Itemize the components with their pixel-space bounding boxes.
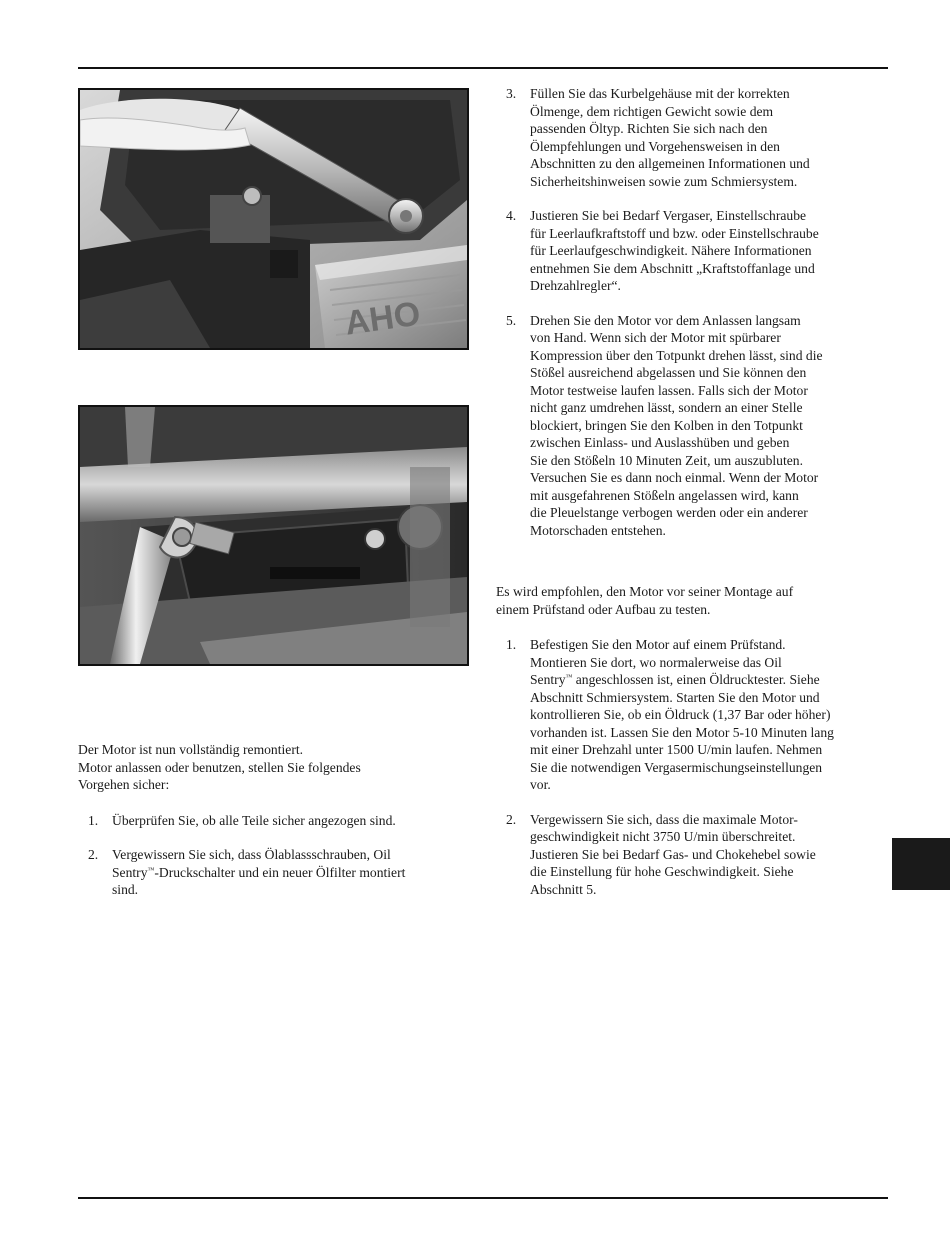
step-text-line: Sentry xyxy=(530,672,566,687)
step-text-line: entnehmen Sie dem Abschnitt „Kraftstoffanlage und xyxy=(530,260,815,276)
step-number: 5. xyxy=(506,312,517,328)
step-text-line: passenden Öltyp. Richten Sie sich nach den xyxy=(530,121,768,136)
step-text-line: zwischen Einlass- und Auslasshüben und geben xyxy=(530,435,790,450)
step-text-line: Versuchen Sie es dann noch einmal. Wenn der Motor xyxy=(530,470,819,485)
step-text-line: Justieren Sie bei Bedarf Gas- und Chokehebel sowie xyxy=(530,846,816,862)
step-text: Überprüfen Sie, ob alle Teile sicher angezogen sind. xyxy=(112,812,396,828)
step-number: 2. xyxy=(506,811,517,827)
footer-rule xyxy=(78,1197,888,1199)
step-number: 4. xyxy=(506,208,517,223)
intro-line-3: Vorgehen sicher: xyxy=(78,777,170,792)
step-text-line: -Druckschalter und ein neuer Ölfilter montiert xyxy=(154,864,406,880)
step-text-line: sind. xyxy=(112,882,139,897)
list-item xyxy=(78,812,468,830)
header-rule xyxy=(78,67,888,69)
trademark-symbol: ™ xyxy=(565,673,573,681)
step-text-line: Befestigen Sie den Motor auf einem Prüfstand. xyxy=(530,637,786,652)
step-text-line: Motorschaden entstehen. xyxy=(530,522,666,538)
list-item xyxy=(78,846,468,899)
list-item xyxy=(496,85,891,190)
list-item xyxy=(496,207,891,295)
trademark-symbol: ™ xyxy=(147,865,155,874)
right-column xyxy=(496,85,891,898)
step-text-line: die Einstellung für hohe Geschwindigkeit. Siehe xyxy=(530,864,794,879)
left-column xyxy=(78,741,468,899)
step-text-line: Abschnitten zu den allgemeinen Informationen und xyxy=(530,156,810,171)
left-step-list xyxy=(78,812,468,899)
step-text-line: Sicherheitshinweisen sowie zum Schmiersystem. xyxy=(530,173,798,189)
step-number: 1. xyxy=(88,812,99,828)
step-text-line: Sie die notwendigen Vergasermischungseinstellungen xyxy=(530,759,823,775)
step-text-line: Ölmenge, dem richtigen Gewicht sowie dem xyxy=(530,103,774,119)
step-text-line: Sentry xyxy=(112,864,148,880)
step-text-line: Drehen Sie den Motor vor dem Anlassen langsam xyxy=(530,312,801,328)
testing-intro-line: Es wird empfohlen, den Motor vor seiner Montage auf xyxy=(496,584,794,599)
list-item xyxy=(496,811,891,899)
step-text-line: Drehzahlregler“. xyxy=(530,278,621,293)
step-text-line: vor. xyxy=(530,777,551,792)
photo-2-illustration xyxy=(80,407,467,664)
step-text-line: mit einer Drehzahl unter 1500 U/min laufen. Nehmen xyxy=(530,742,823,757)
testing-intro xyxy=(496,583,891,618)
step-text-line: von Hand. Wenn sich der Motor mit spürbarer xyxy=(530,330,781,345)
photo-1-illustration xyxy=(80,90,467,348)
step-text-line: Motor testweise laufen lassen. Falls sich der Motor xyxy=(530,382,808,398)
step-text-line: für Leerlaufkraftstoff und bzw. oder Einstellschraube xyxy=(530,225,819,241)
step-text-line: die Pleuelstange verbogen werden oder ein anderer xyxy=(530,505,808,520)
step-text-line: Abschnitt 5. xyxy=(530,881,597,897)
intro-line-2: Motor anlassen oder benutzen, stellen Sie folgendes xyxy=(78,759,361,775)
step-text-line: kontrollieren Sie, ob ein Öldruck (1,37 Bar oder höher) xyxy=(530,707,831,722)
step-text-line: Stößel ausreichend abgelassen und Sie können den xyxy=(530,365,807,380)
final-steps-list xyxy=(496,85,891,539)
step-text-line: Abschnitt Schmiersystem. Starten Sie den Motor und xyxy=(530,689,820,705)
step-text-line: Vergewissern Sie sich, dass Ölablassschrauben, Oil xyxy=(112,847,391,862)
step-text-line: Füllen Sie das Kurbelgehäuse mit der korrekten xyxy=(530,86,790,101)
step-text-line: Sie den Stößeln 10 Minuten Zeit, um auszubluten. xyxy=(530,452,803,468)
step-text-line: Ölempfehlungen und Vorgehensweisen in den xyxy=(530,138,780,154)
step-text-line: blockiert, bringen Sie den Kolben in den Totpunkt xyxy=(530,417,803,433)
step-text-line: Justieren Sie bei Bedarf Vergaser, Einstellschraube xyxy=(530,208,807,223)
list-item xyxy=(496,312,891,540)
photo-breather-cover-wrench xyxy=(78,405,469,666)
photo-1-engine-label: AHO xyxy=(342,294,423,343)
step-text-line: geschwindigkeit nicht 3750 U/min überschreitet. xyxy=(530,829,796,844)
step-text-line: nicht ganz umdrehen lässt, sondern an einer Stelle xyxy=(530,400,803,415)
testing-intro-line: einem Prüfstand oder Aufbau zu testen. xyxy=(496,601,711,617)
step-number: 1. xyxy=(506,637,517,652)
step-text-line: mit ausgefahrenen Stößeln angelassen wird, kann xyxy=(530,487,799,503)
testing-steps-list xyxy=(496,636,891,898)
step-text-line: Montieren Sie dort, wo normalerweise das Oil xyxy=(530,654,782,670)
step-text-line: Vergewissern Sie sich, dass die maximale Motor- xyxy=(530,811,798,827)
step-number: 3. xyxy=(506,86,517,101)
step-text-line: vorhanden ist. Lassen Sie den Motor 5-10 Minuten lang xyxy=(530,724,834,740)
list-item xyxy=(496,636,891,794)
intro-line-1: Der Motor ist nun vollständig remontiert. xyxy=(78,742,304,757)
photo-valve-cover-torque-wrench xyxy=(78,88,469,350)
reassembly-intro xyxy=(78,741,468,794)
step-number: 2. xyxy=(88,847,99,862)
section-tab-marker xyxy=(892,838,950,890)
step-text-line: angeschlossen ist, einen Öldrucktester. Siehe xyxy=(572,672,820,687)
step-text-line: für Leerlaufgeschwindigkeit. Nähere Informationen xyxy=(530,243,812,258)
step-text-line: Kompression über den Totpunkt drehen lässt, sind die xyxy=(530,347,823,363)
